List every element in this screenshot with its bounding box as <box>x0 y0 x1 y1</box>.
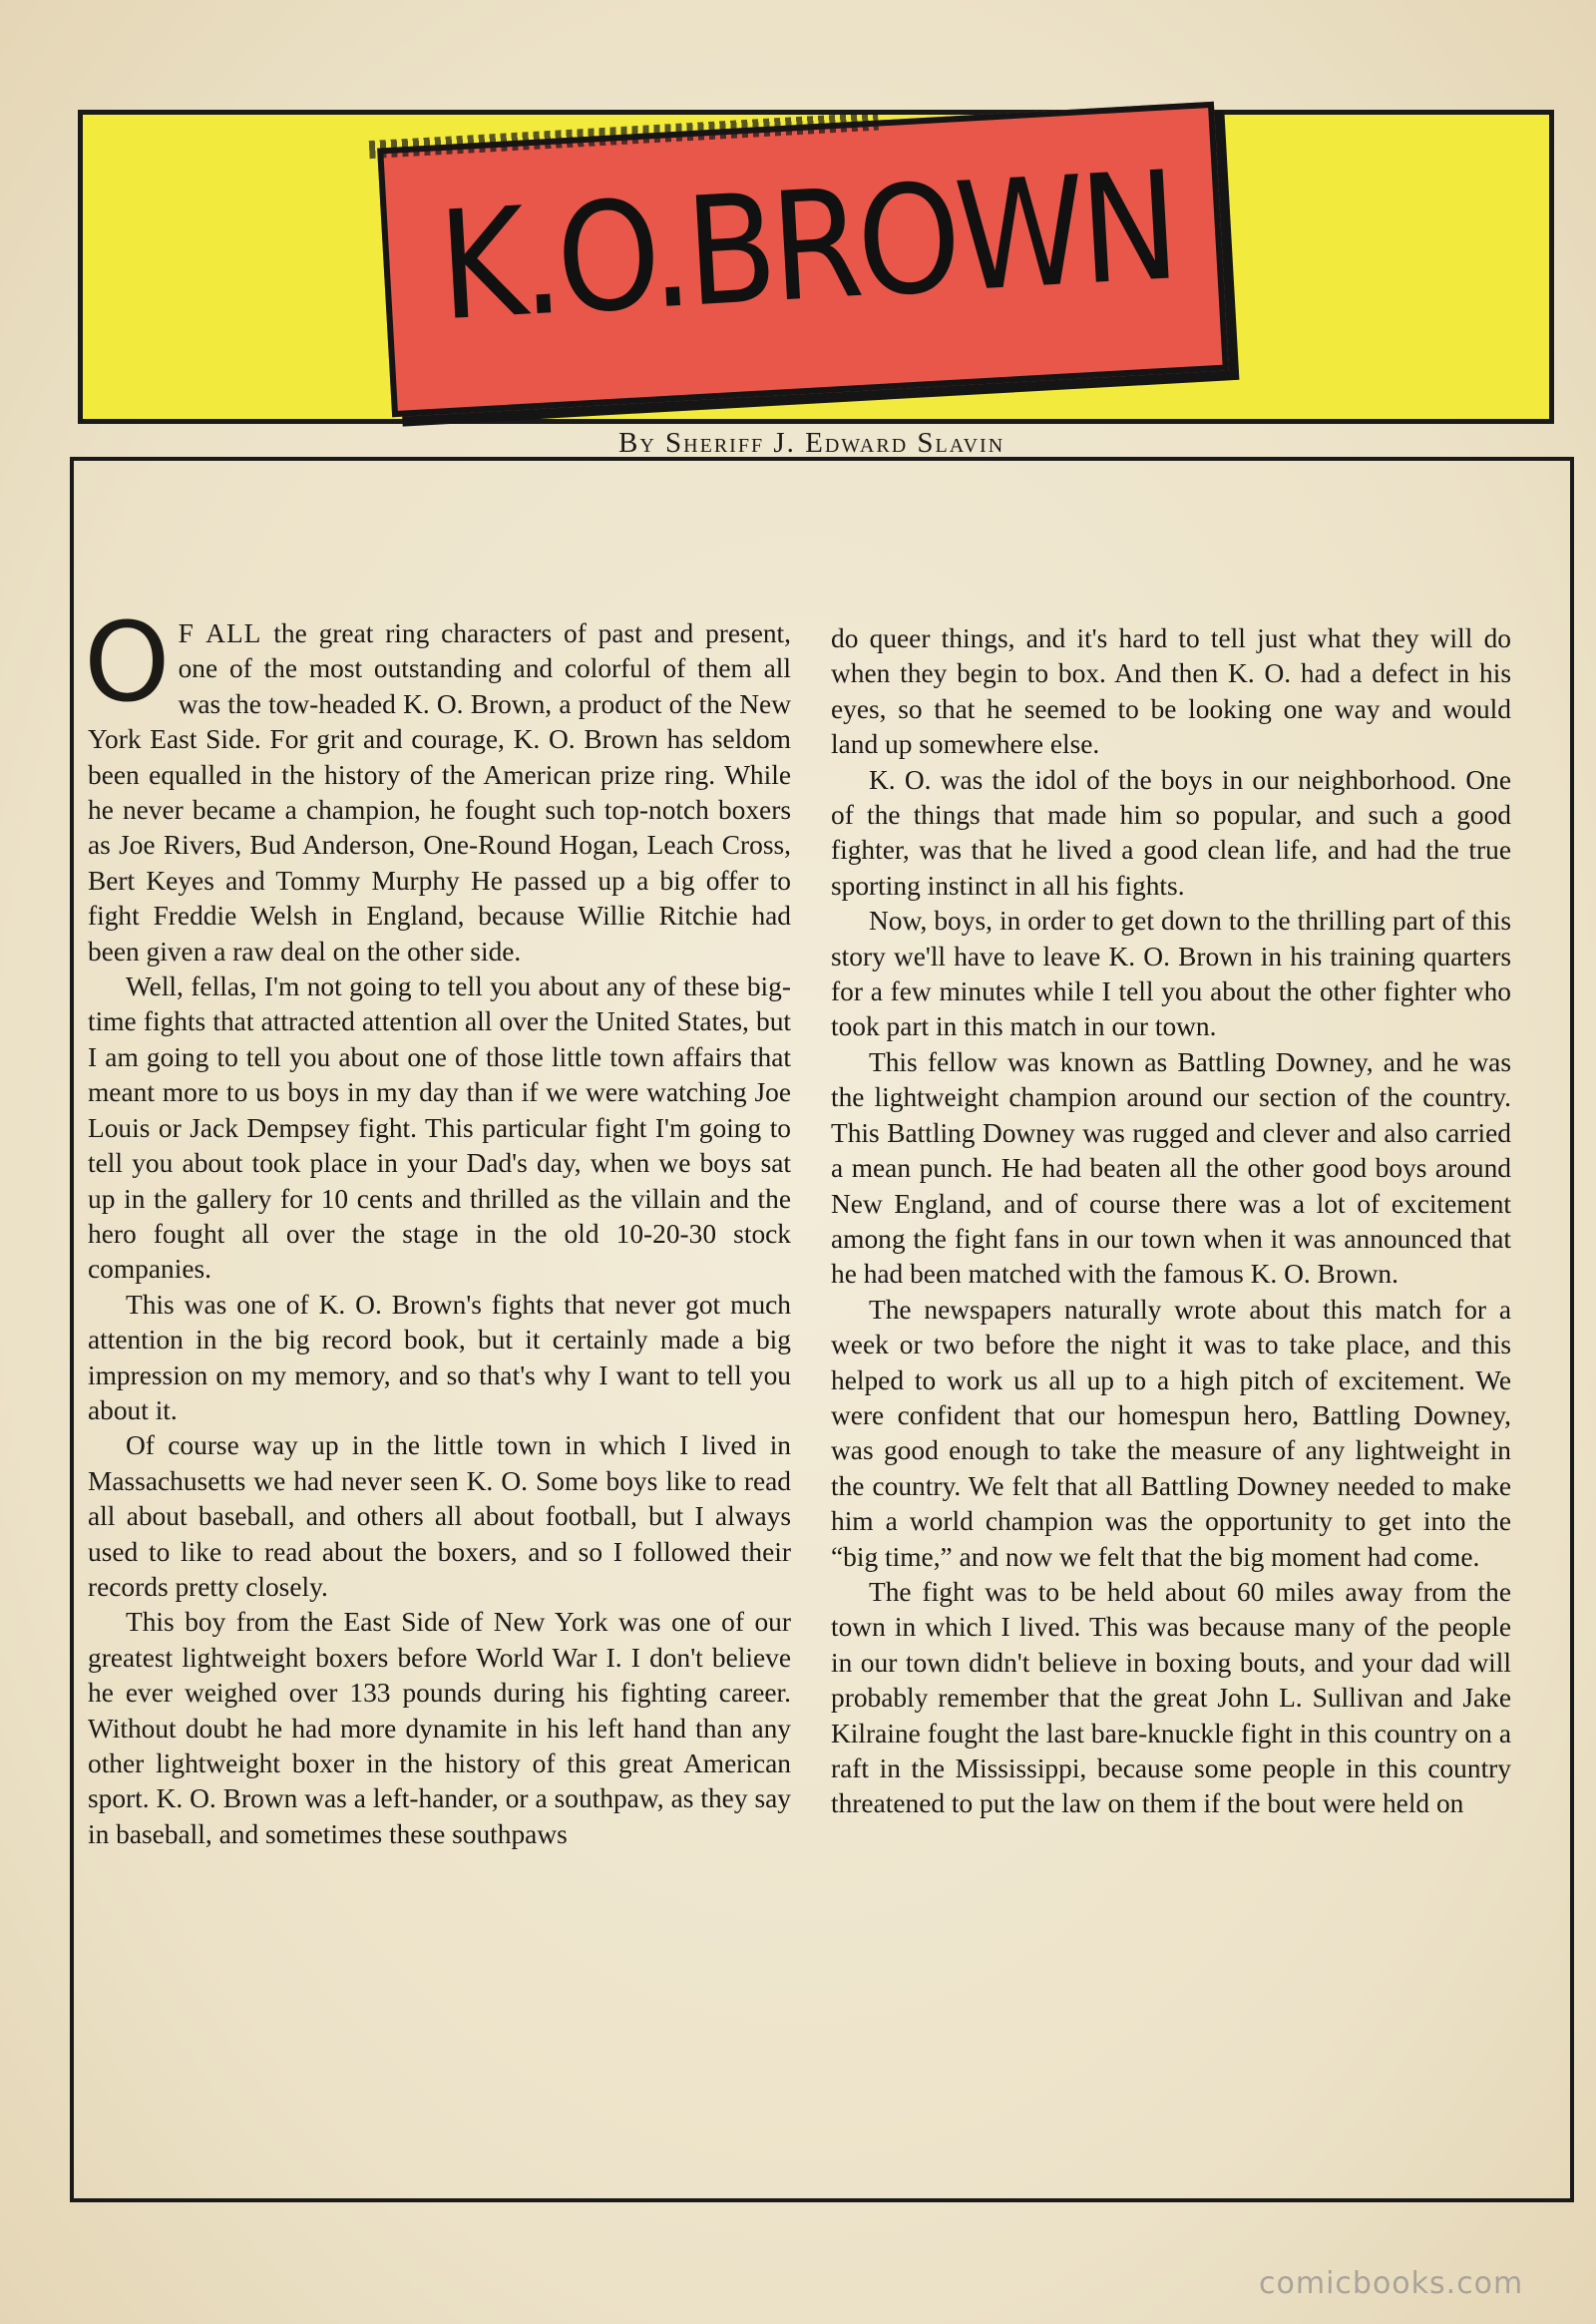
byline: By Sheriff J. Edward Slavin <box>618 427 1005 459</box>
article-paragraph: K. O. was the idol of the boys in our neighborhood. One of the things that made him so popular, and such a good fighter, was that he lived a good clean life, and had the true sporting instinct in all his fights. <box>831 764 1511 901</box>
article-column-right <box>831 621 1511 1822</box>
watermark: comicbooks.com <box>1259 2266 1524 2301</box>
article-paragraph: This fellow was known as Battling Downey, and he was the lightweight champion around our section of the country. This Battling Downey was rugged and clever and also carried a mean punch. He had beaten all the other good boys around New England, and of course there was a lot of excitement among the fight fans in our town when it was announced that he had been matched with the famous K. O. Brown. <box>831 1046 1511 1290</box>
article-paragraph: Of course way up in the little town in which I lived in Massachusetts we had never seen K. O. Some boys like to read all about baseball, and others all about football, but I always used to like to read about the boxers, and so I followed their records pretty closely. <box>88 1430 791 1602</box>
article-paragraph: The fight was to be held about 60 miles away from the town in which I lived. This was because many of the people in our town didn't believe in boxing bouts, and your dad will probably remember that the great John L. Sullivan and Jake Kilraine fought the last bare-knuckle fight in this country on a raft in the Mississippi, because some people in this country threatened to put the law on them if the bout were held on <box>831 1576 1511 1819</box>
article-paragraph: This boy from the East Side of New York was one of our greatest lightweight boxers before World War I. I don't believe he ever weighed over 133 pounds during his fighting career. Without doubt he had more dynamite in his left hand than any other lightweight boxer in the history of this great American sport. K. O. Brown was a left-hander, or a southpaw, as they say in baseball, and sometimes these southpaws <box>88 1607 791 1849</box>
page-title: K.O.BROWN <box>434 140 1179 355</box>
title-plate <box>377 102 1229 417</box>
article-paragraph: Now, boys, in order to get down to the thrilling part of this story we'll have to leave K. O. Brown in his training quarters for a few minutes while I tell you about the other fighter who took part in this match in our town. <box>831 906 1511 1042</box>
article-paragraph: The newspapers naturally wrote about this match for a week or two before the night it was to take place, and this helped to work us all up to a high pitch of excitement. We were confident that our homespun hero, Battling Downey, was good enough to take the measure of any lightweight in the country. We felt that all Battling Downey needed to make him a world champion was the opportunity to get into the “big time,” and now we felt that the big moment had come. <box>831 1294 1511 1572</box>
article-paragraph: do queer things, and it's hard to tell just what they will do when they begin to box. And then K. O. had a defect in his eyes, so that he seemed to be looking one way and would land up somewhere else. <box>831 623 1511 760</box>
drop-cap: O <box>84 598 171 726</box>
article-paragraph: Well, fellas, I'm not going to tell you about any of these big-time fights that attracted attention all over the United States, but I am going to tell you about one of those little town affairs that meant more to us boys in my day than if we were watching Joe Louis or Jack Dempsey fight. This particular fight I'm going to tell you about took place in your Dad's day, when we boys sat up in the gallery for 10 cents and thrilled as the villain and the hero fought all over the stage in the old 10-20-30 stock companies. <box>88 971 791 1285</box>
article-paragraph <box>84 598 792 969</box>
article-column-left <box>84 598 792 1852</box>
lead-caps: F ALL <box>178 618 262 648</box>
paragraph-text: the great ring characters of past and present, one of the most outstanding and colorful of them all was the tow-headed K. O. Brown, a product of the New York East Side. For grit and courage, K. O. Brown has seldom been equalled in the history of the American prize ring. While he never became a champion, he fought such top-notch boxers as Joe Rivers, Bud Anderson, One-Round Hogan, Leach Cross, Bert Keyes and Tommy Murphy He passed up a big offer to fight Freddie Welsh in England, because Willie Ritchie had been given a raw deal on the other side. <box>88 618 792 967</box>
article-paragraph: This was one of K. O. Brown's fights that never got much attention in the big record book, but it certainly made a big impression on my memory, and so that's why I want to tell you about it. <box>88 1289 791 1425</box>
